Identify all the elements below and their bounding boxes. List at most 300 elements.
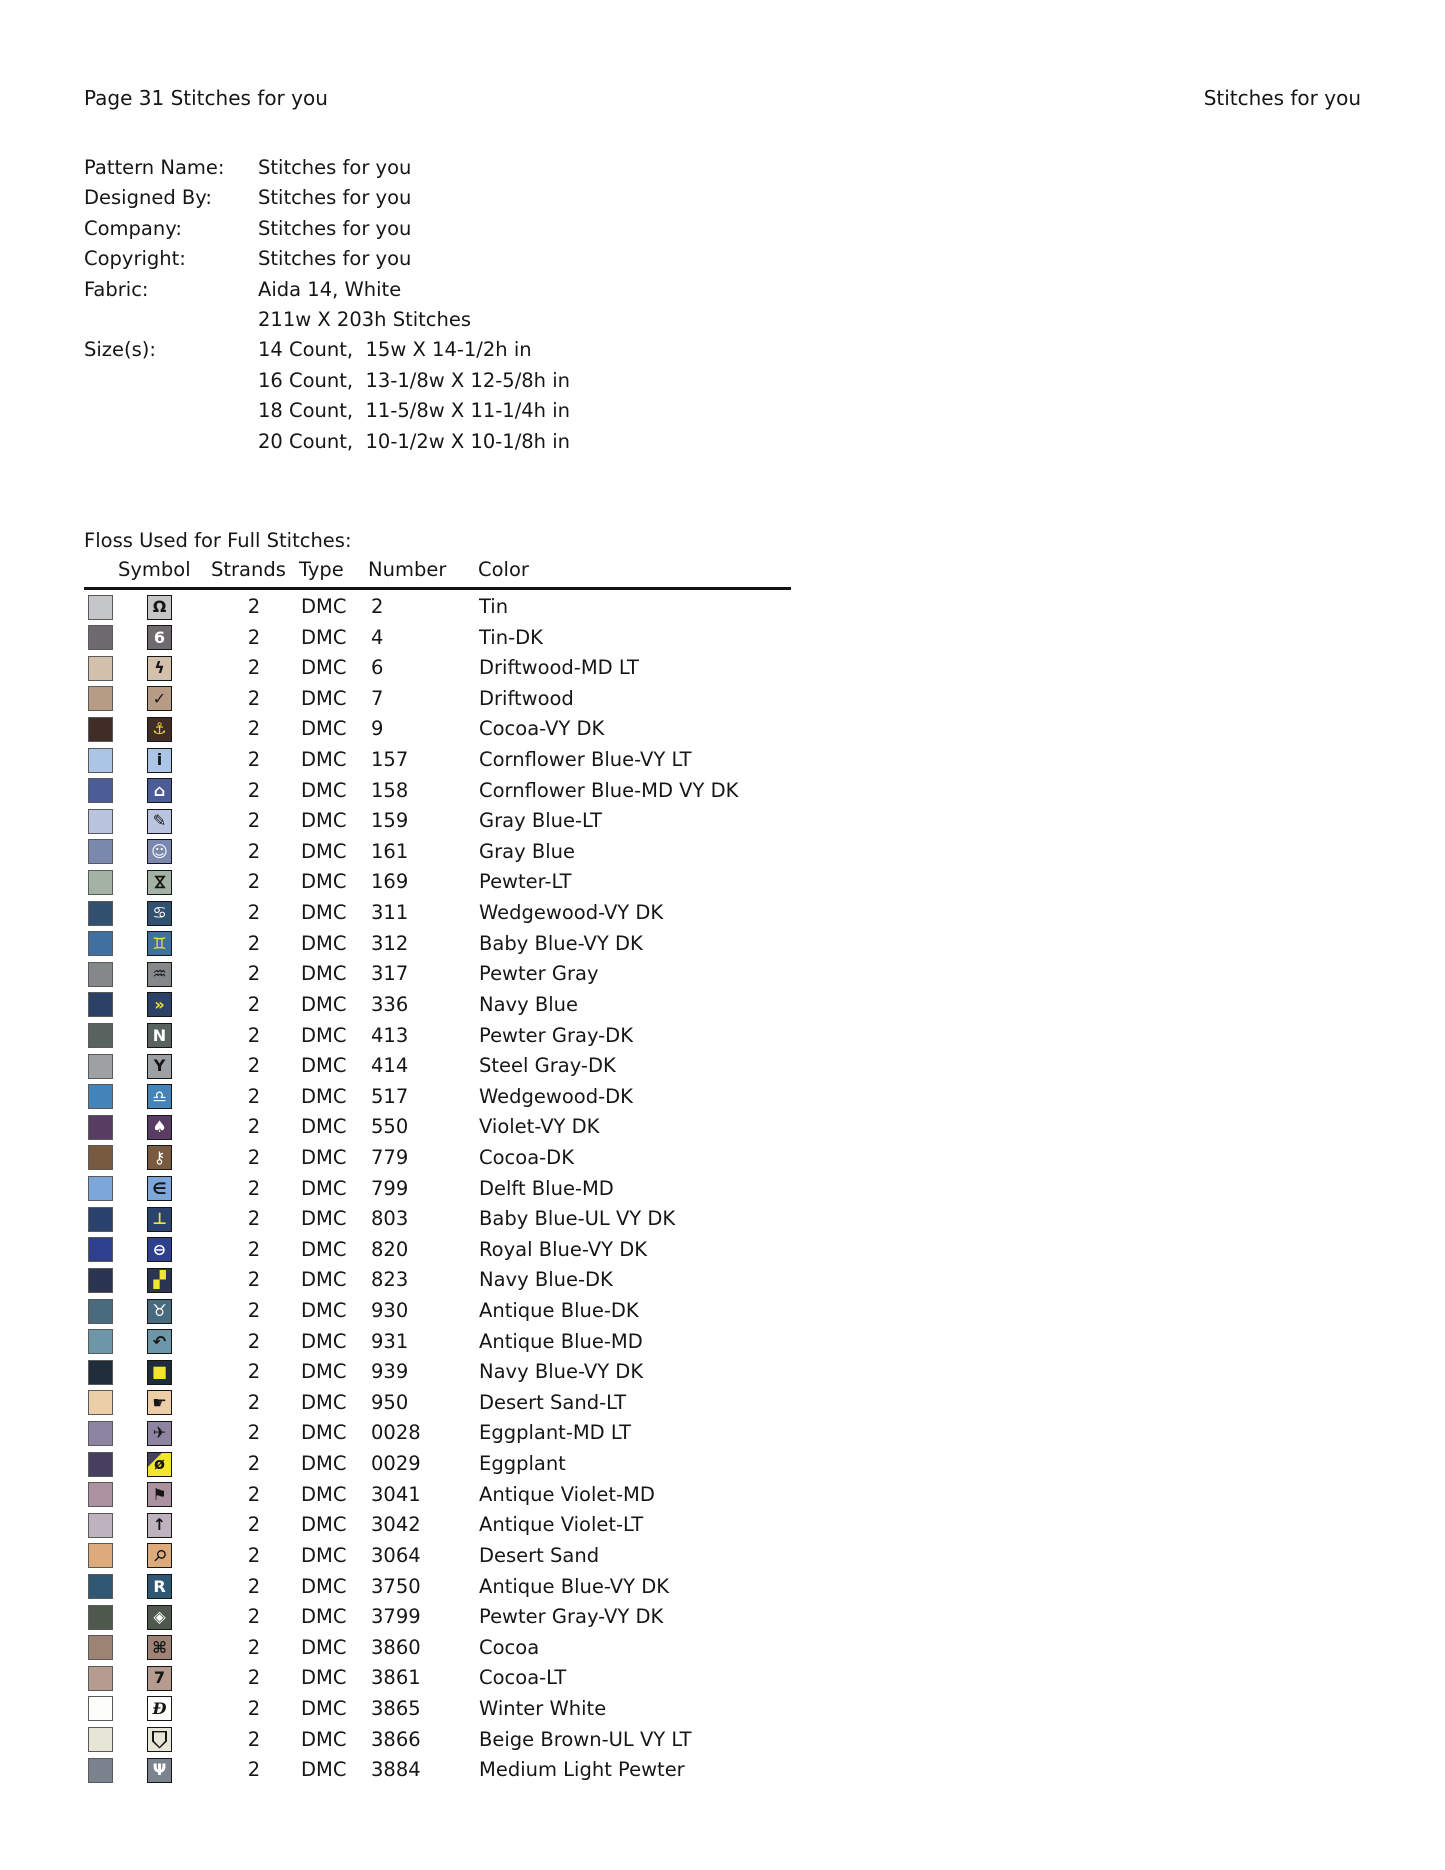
floss-number-cell: 169 bbox=[371, 870, 409, 894]
symbol-cell bbox=[147, 962, 172, 987]
floss-color-name-cell: Gray Blue-LT bbox=[479, 809, 603, 833]
floss-number-cell: 930 bbox=[371, 1299, 409, 1323]
color-swatch bbox=[88, 962, 113, 987]
floss-row bbox=[0, 806, 1445, 837]
column-header-symbol: Symbol bbox=[118, 558, 191, 581]
strands-cell: 2 bbox=[247, 1176, 261, 1200]
strands-cell: 2 bbox=[247, 1115, 261, 1139]
floss-number-cell: 803 bbox=[371, 1207, 409, 1231]
floss-color-name-cell: Cocoa-VY DK bbox=[479, 717, 605, 741]
column-header-type: Type bbox=[299, 558, 344, 581]
strands-cell: 2 bbox=[247, 1482, 261, 1506]
floss-number-cell: 0029 bbox=[371, 1452, 421, 1476]
color-swatch bbox=[88, 1023, 113, 1048]
floss-row bbox=[0, 1235, 1445, 1266]
symbol-cell bbox=[147, 1390, 172, 1415]
symbol-cell bbox=[147, 809, 172, 834]
floss-number-cell: 336 bbox=[371, 992, 409, 1016]
strands-cell: 2 bbox=[247, 1207, 261, 1231]
floss-type-cell: DMC bbox=[301, 1207, 347, 1231]
floss-color-name-cell: Eggplant bbox=[479, 1452, 566, 1476]
table-header-rule bbox=[84, 587, 791, 590]
strands-cell: 2 bbox=[247, 1054, 261, 1078]
smiley-icon: ☺ bbox=[151, 841, 168, 861]
floss-row bbox=[0, 776, 1445, 807]
floss-color-name-cell: Baby Blue-UL VY DK bbox=[479, 1207, 676, 1231]
strands-cell: 2 bbox=[247, 1421, 261, 1445]
color-swatch bbox=[88, 686, 113, 711]
color-swatch bbox=[88, 625, 113, 650]
floss-type-cell: DMC bbox=[301, 1023, 347, 1047]
pattern-info-value: Stitches for you bbox=[258, 186, 412, 210]
script-d-icon: Đ bbox=[152, 1698, 167, 1718]
color-swatch bbox=[88, 1666, 113, 1691]
floss-row bbox=[0, 1480, 1445, 1511]
floss-number-cell: 779 bbox=[371, 1145, 409, 1169]
floss-number-cell: 158 bbox=[371, 778, 409, 802]
column-header-color: Color bbox=[478, 558, 529, 581]
floss-number-cell: 413 bbox=[371, 1023, 409, 1047]
symbol-cell bbox=[147, 1605, 172, 1630]
strands-cell: 2 bbox=[247, 1696, 261, 1720]
floss-number-cell: 3884 bbox=[371, 1758, 421, 1782]
hourglass-icon: ⋈ bbox=[150, 874, 170, 891]
symbol-cell bbox=[147, 1054, 172, 1079]
solid-square-icon: ■ bbox=[151, 1362, 168, 1382]
strands-cell: 2 bbox=[247, 748, 261, 772]
gemini-zodiac-icon: ♊ bbox=[152, 933, 167, 953]
floss-number-cell: 159 bbox=[371, 809, 409, 833]
psi-icon: Ψ bbox=[152, 1760, 167, 1780]
pattern-info-label: Size(s): bbox=[84, 338, 156, 362]
floss-type-cell: DMC bbox=[301, 1421, 347, 1445]
floss-row bbox=[0, 745, 1445, 776]
floss-row bbox=[0, 1633, 1445, 1664]
floss-number-cell: 517 bbox=[371, 1084, 409, 1108]
color-swatch bbox=[88, 1727, 113, 1752]
floss-color-name-cell: Antique Blue-DK bbox=[479, 1299, 639, 1323]
floss-type-cell: DMC bbox=[301, 1727, 347, 1751]
symbol-cell bbox=[147, 1543, 172, 1568]
floss-color-name-cell: Beige Brown-UL VY LT bbox=[479, 1727, 692, 1751]
floss-row bbox=[0, 1510, 1445, 1541]
floss-number-cell: 0028 bbox=[371, 1421, 421, 1445]
pattern-info-value: 20 Count, 10-1/2w X 10-1/8h in bbox=[258, 429, 571, 453]
floss-color-name-cell: Steel Gray-DK bbox=[479, 1054, 616, 1078]
floss-number-cell: 939 bbox=[371, 1360, 409, 1384]
floss-color-name-cell: Desert Sand bbox=[479, 1543, 600, 1567]
floss-number-cell: 414 bbox=[371, 1054, 409, 1078]
color-swatch bbox=[88, 748, 113, 773]
stair-blocks-icon: ▞ bbox=[153, 1270, 166, 1290]
strands-cell: 2 bbox=[247, 839, 261, 863]
hand-icon: ☛ bbox=[152, 1392, 167, 1412]
floss-type-cell: DMC bbox=[301, 901, 347, 925]
floss-row bbox=[0, 1572, 1445, 1603]
color-swatch bbox=[88, 870, 113, 895]
page-header-left: Page 31 Stitches for you bbox=[84, 86, 328, 110]
pattern-info-row bbox=[84, 305, 570, 335]
strands-cell: 2 bbox=[247, 809, 261, 833]
page-header-right: Stitches for you bbox=[1203, 86, 1361, 110]
color-swatch bbox=[88, 1299, 113, 1324]
floss-row bbox=[0, 1541, 1445, 1572]
floss-number-cell: 157 bbox=[371, 748, 409, 772]
symbol-cell bbox=[147, 717, 172, 742]
floss-number-cell: 3042 bbox=[371, 1513, 421, 1537]
floss-type-cell: DMC bbox=[301, 1176, 347, 1200]
floss-color-name-cell: Tin-DK bbox=[479, 625, 543, 649]
color-swatch bbox=[88, 839, 113, 864]
floss-type-cell: DMC bbox=[301, 992, 347, 1016]
pattern-info-label: Copyright: bbox=[84, 247, 186, 271]
strands-cell: 2 bbox=[247, 1390, 261, 1414]
strands-cell: 2 bbox=[247, 1666, 261, 1690]
symbol-cell bbox=[147, 992, 172, 1017]
color-swatch bbox=[88, 1268, 113, 1293]
digit-7-icon: 7 bbox=[153, 1668, 166, 1688]
floss-color-name-cell: Desert Sand-LT bbox=[479, 1390, 627, 1414]
symbol-cell bbox=[147, 1421, 172, 1446]
floss-type-cell: DMC bbox=[301, 1268, 347, 1292]
floss-color-name-cell: Antique Violet-MD bbox=[479, 1482, 655, 1506]
floss-row bbox=[0, 1725, 1445, 1756]
floss-type-cell: DMC bbox=[301, 1237, 347, 1261]
floss-number-cell: 7 bbox=[371, 686, 384, 710]
strands-cell: 2 bbox=[247, 1084, 261, 1108]
floss-row bbox=[0, 1051, 1445, 1082]
symbol-cell bbox=[147, 1482, 172, 1507]
color-swatch bbox=[88, 1054, 113, 1079]
symbol-cell bbox=[147, 1023, 172, 1048]
floss-type-cell: DMC bbox=[301, 931, 347, 955]
strands-cell: 2 bbox=[247, 1758, 261, 1782]
symbol-cell bbox=[147, 1237, 172, 1262]
pattern-info-label: Designed By: bbox=[84, 186, 212, 210]
floss-number-cell: 312 bbox=[371, 931, 409, 955]
strands-cell: 2 bbox=[247, 1543, 261, 1567]
pattern-info-value: 18 Count, 11-5/8w X 11-1/4h in bbox=[258, 399, 571, 423]
floss-color-name-cell: Navy Blue-VY DK bbox=[479, 1360, 644, 1384]
floss-row bbox=[0, 714, 1445, 745]
floss-color-name-cell: Eggplant-MD LT bbox=[479, 1421, 631, 1445]
symbol-cell bbox=[147, 686, 172, 711]
floss-table bbox=[0, 592, 1445, 1786]
symbol-cell bbox=[147, 1299, 172, 1324]
floss-type-cell: DMC bbox=[301, 809, 347, 833]
spade-icon: ♠ bbox=[152, 1117, 167, 1137]
pattern-info-row bbox=[84, 153, 570, 183]
floss-row bbox=[0, 990, 1445, 1021]
color-swatch bbox=[88, 778, 113, 803]
strands-cell: 2 bbox=[247, 992, 261, 1016]
strands-cell: 2 bbox=[247, 1360, 261, 1384]
floss-color-name-cell: Pewter-LT bbox=[479, 870, 572, 894]
symbol-cell bbox=[147, 1666, 172, 1691]
pattern-info-row bbox=[84, 183, 570, 213]
pattern-info-row bbox=[84, 335, 570, 365]
floss-number-cell: 799 bbox=[371, 1176, 409, 1200]
strands-cell: 2 bbox=[247, 656, 261, 680]
floss-number-cell: 3866 bbox=[371, 1727, 421, 1751]
floss-row bbox=[0, 929, 1445, 960]
pattern-info-label: Pattern Name: bbox=[84, 156, 225, 179]
strands-cell: 2 bbox=[247, 1452, 261, 1476]
color-swatch bbox=[88, 717, 113, 742]
aquarius-waves-icon: ♒ bbox=[152, 964, 167, 984]
color-swatch bbox=[88, 809, 113, 834]
floss-row bbox=[0, 1265, 1445, 1296]
floss-color-name-cell: Pewter Gray bbox=[479, 962, 599, 986]
shield-icon bbox=[152, 1731, 167, 1749]
floss-type-cell: DMC bbox=[301, 625, 347, 649]
color-swatch bbox=[88, 1574, 113, 1599]
floss-color-name-cell: Winter White bbox=[479, 1696, 607, 1720]
house-icon: ⌂ bbox=[153, 780, 166, 800]
floss-row bbox=[0, 1418, 1445, 1449]
floss-row bbox=[0, 1204, 1445, 1235]
pattern-info-value: Aida 14, White bbox=[258, 277, 402, 301]
floss-color-name-cell: Cocoa-DK bbox=[479, 1145, 574, 1169]
color-swatch bbox=[88, 901, 113, 926]
floss-number-cell: 820 bbox=[371, 1237, 409, 1261]
letter-r-icon: R bbox=[153, 1576, 166, 1596]
color-swatch bbox=[88, 1758, 113, 1783]
floss-row bbox=[0, 959, 1445, 990]
key-icon: ⚷ bbox=[153, 1147, 166, 1167]
floss-row bbox=[0, 684, 1445, 715]
up-arrow-icon: ↑ bbox=[152, 1515, 167, 1535]
floss-type-cell: DMC bbox=[301, 1635, 347, 1659]
color-swatch bbox=[88, 595, 113, 620]
floss-type-cell: DMC bbox=[301, 962, 347, 986]
pattern-info-row bbox=[84, 396, 570, 426]
color-swatch bbox=[88, 1390, 113, 1415]
floss-row bbox=[0, 837, 1445, 868]
pattern-info-value: 211w X 203h Stitches bbox=[258, 307, 472, 331]
strands-cell: 2 bbox=[247, 962, 261, 986]
strands-cell: 2 bbox=[247, 901, 261, 925]
floss-row bbox=[0, 592, 1445, 623]
floss-row bbox=[0, 1112, 1445, 1143]
symbol-cell bbox=[147, 901, 172, 926]
strands-cell: 2 bbox=[247, 717, 261, 741]
strands-cell: 2 bbox=[247, 1237, 261, 1261]
strands-cell: 2 bbox=[247, 1574, 261, 1598]
floss-row bbox=[0, 1602, 1445, 1633]
page-header bbox=[84, 86, 1361, 110]
flag-icon: ⚑ bbox=[152, 1484, 167, 1504]
symbol-cell bbox=[147, 1176, 172, 1201]
circle-minus-icon: ⊖ bbox=[152, 1239, 167, 1259]
floss-color-name-cell: Delft Blue-MD bbox=[479, 1176, 614, 1200]
floss-row bbox=[0, 1663, 1445, 1694]
symbol-cell bbox=[147, 839, 172, 864]
floss-color-name-cell: Driftwood bbox=[479, 686, 574, 710]
pattern-info-value: 16 Count, 13-1/8w X 12-5/8h in bbox=[258, 368, 571, 392]
pattern-info-value: Stitches for you bbox=[258, 216, 412, 240]
symbol-cell bbox=[147, 1360, 172, 1385]
floss-color-name-cell: Antique Blue-MD bbox=[479, 1329, 643, 1353]
color-swatch bbox=[88, 1605, 113, 1630]
floss-number-cell: 550 bbox=[371, 1115, 409, 1139]
symbol-cell bbox=[147, 1268, 172, 1293]
symbol-cell bbox=[147, 595, 172, 620]
letter-n-icon: N bbox=[152, 1025, 167, 1045]
strands-cell: 2 bbox=[247, 1635, 261, 1659]
color-swatch bbox=[88, 992, 113, 1017]
floss-number-cell: 3860 bbox=[371, 1635, 421, 1659]
color-swatch bbox=[88, 1360, 113, 1385]
symbol-cell bbox=[147, 1727, 172, 1752]
pattern-info-label bbox=[84, 396, 258, 426]
pattern-info-row bbox=[84, 244, 570, 274]
floss-number-cell: 3064 bbox=[371, 1543, 421, 1567]
floss-number-cell: 3799 bbox=[371, 1605, 421, 1629]
strands-cell: 2 bbox=[247, 1329, 261, 1353]
color-swatch bbox=[88, 1696, 113, 1721]
floss-type-cell: DMC bbox=[301, 1299, 347, 1323]
pin-icon: ⚲ bbox=[148, 1544, 171, 1567]
floss-color-name-cell: Pewter Gray-DK bbox=[479, 1023, 633, 1047]
symbol-cell bbox=[147, 1513, 172, 1538]
symbol-cell bbox=[147, 931, 172, 956]
floss-type-cell: DMC bbox=[301, 1574, 347, 1598]
strands-cell: 2 bbox=[247, 1268, 261, 1292]
color-swatch bbox=[88, 1635, 113, 1660]
floss-type-cell: DMC bbox=[301, 717, 347, 741]
floss-color-name-cell: Antique Blue-VY DK bbox=[479, 1574, 669, 1598]
floss-row bbox=[0, 1755, 1445, 1786]
symbol-cell bbox=[147, 1696, 172, 1721]
floss-row bbox=[0, 898, 1445, 929]
symbol-cell bbox=[147, 625, 172, 650]
floss-section-title: Floss Used for Full Stitches: bbox=[84, 529, 352, 552]
symbol-cell bbox=[147, 1574, 172, 1599]
floss-type-cell: DMC bbox=[301, 1758, 347, 1782]
color-swatch bbox=[88, 1543, 113, 1568]
floss-number-cell: 311 bbox=[371, 901, 409, 925]
color-swatch bbox=[88, 1176, 113, 1201]
floss-color-name-cell: Cocoa-LT bbox=[479, 1666, 567, 1690]
floss-number-cell: 9 bbox=[371, 717, 384, 741]
floss-color-name-cell: Royal Blue-VY DK bbox=[479, 1237, 648, 1261]
strands-cell: 2 bbox=[247, 1513, 261, 1537]
floss-type-cell: DMC bbox=[301, 686, 347, 710]
strands-cell: 2 bbox=[247, 1023, 261, 1047]
floss-row bbox=[0, 1357, 1445, 1388]
strands-cell: 2 bbox=[247, 1145, 261, 1169]
pattern-info-block bbox=[84, 153, 570, 457]
strands-cell: 2 bbox=[247, 625, 261, 649]
letter-y-icon: Y bbox=[153, 1056, 166, 1076]
anchor-icon: ⚓ bbox=[152, 719, 167, 739]
floss-row bbox=[0, 1296, 1445, 1327]
strands-cell: 2 bbox=[247, 1299, 261, 1323]
floss-color-name-cell: Cornflower Blue-MD VY DK bbox=[479, 778, 739, 802]
color-swatch bbox=[88, 1329, 113, 1354]
floss-type-cell: DMC bbox=[301, 839, 347, 863]
floss-color-name-cell: Wedgewood-DK bbox=[479, 1084, 633, 1108]
floss-color-name-cell: Wedgewood-VY DK bbox=[479, 901, 664, 925]
floss-type-cell: DMC bbox=[301, 1390, 347, 1414]
pattern-info-label: Fabric: bbox=[84, 277, 149, 301]
floss-number-cell: 3861 bbox=[371, 1666, 421, 1690]
libra-zodiac-icon: ♎ bbox=[152, 1086, 167, 1106]
symbol-cell bbox=[147, 778, 172, 803]
floss-color-name-cell: Cornflower Blue-VY LT bbox=[479, 748, 692, 772]
color-swatch bbox=[88, 1084, 113, 1109]
floss-color-name-cell: Baby Blue-VY DK bbox=[479, 931, 643, 955]
floss-row bbox=[0, 1388, 1445, 1419]
slashed-o-icon: ø bbox=[154, 1454, 165, 1474]
floss-type-cell: DMC bbox=[301, 1666, 347, 1690]
digit-6-icon: 6 bbox=[153, 627, 166, 647]
floss-number-cell: 161 bbox=[371, 839, 409, 863]
symbol-cell bbox=[147, 870, 172, 895]
color-swatch bbox=[88, 1207, 113, 1232]
pattern-info-label bbox=[84, 305, 258, 335]
strands-cell: 2 bbox=[247, 595, 261, 618]
element-of-icon: ∈ bbox=[152, 1178, 167, 1198]
floss-type-cell: DMC bbox=[301, 1696, 347, 1720]
floss-row bbox=[0, 653, 1445, 684]
column-header-strands: Strands bbox=[211, 558, 286, 581]
floss-number-cell: 3865 bbox=[371, 1696, 421, 1720]
floss-row bbox=[0, 1143, 1445, 1174]
pattern-info-row bbox=[84, 366, 570, 396]
pattern-info-label: Company: bbox=[84, 216, 182, 240]
up-tack-icon: ⊥ bbox=[152, 1209, 167, 1229]
floss-type-cell: DMC bbox=[301, 1605, 347, 1629]
diamond-icon: ◈ bbox=[153, 1607, 166, 1627]
floss-color-name-cell: Violet-VY DK bbox=[479, 1115, 600, 1139]
floss-type-cell: DMC bbox=[301, 656, 347, 680]
double-chevron-icon: » bbox=[154, 994, 165, 1014]
pattern-info-row bbox=[84, 214, 570, 244]
floss-type-cell: DMC bbox=[301, 1054, 347, 1078]
floss-color-name-cell: Cocoa bbox=[479, 1635, 540, 1659]
color-swatch bbox=[88, 1115, 113, 1140]
floss-number-cell: 3041 bbox=[371, 1482, 421, 1506]
airplane-icon: ✈ bbox=[152, 1423, 167, 1443]
floss-type-cell: DMC bbox=[301, 1360, 347, 1384]
floss-type-cell: DMC bbox=[301, 1084, 347, 1108]
shield-inner-fill bbox=[154, 1732, 165, 1746]
floss-type-cell: DMC bbox=[301, 1329, 347, 1353]
floss-number-cell: 823 bbox=[371, 1268, 409, 1292]
pattern-info-value: Stitches for you bbox=[258, 156, 412, 179]
floss-column-headers bbox=[0, 558, 1445, 584]
floss-row bbox=[0, 1174, 1445, 1205]
color-swatch bbox=[88, 1237, 113, 1262]
pattern-info-label bbox=[84, 366, 258, 396]
color-swatch bbox=[88, 656, 113, 681]
pen-icon: ✎ bbox=[152, 811, 167, 831]
floss-type-cell: DMC bbox=[301, 778, 347, 802]
letter-i-icon: i bbox=[156, 750, 163, 770]
floss-type-cell: DMC bbox=[301, 1482, 347, 1506]
cancer-zodiac-icon: ♋ bbox=[152, 903, 167, 923]
symbol-cell bbox=[147, 1329, 172, 1354]
floss-row bbox=[0, 867, 1445, 898]
strands-cell: 2 bbox=[247, 1605, 261, 1629]
floss-row bbox=[0, 1082, 1445, 1113]
pattern-info-row bbox=[84, 427, 570, 457]
pattern-info-row bbox=[84, 275, 570, 305]
floss-number-cell: 4 bbox=[371, 625, 384, 649]
floss-color-name-cell: Pewter Gray-VY DK bbox=[479, 1605, 664, 1629]
